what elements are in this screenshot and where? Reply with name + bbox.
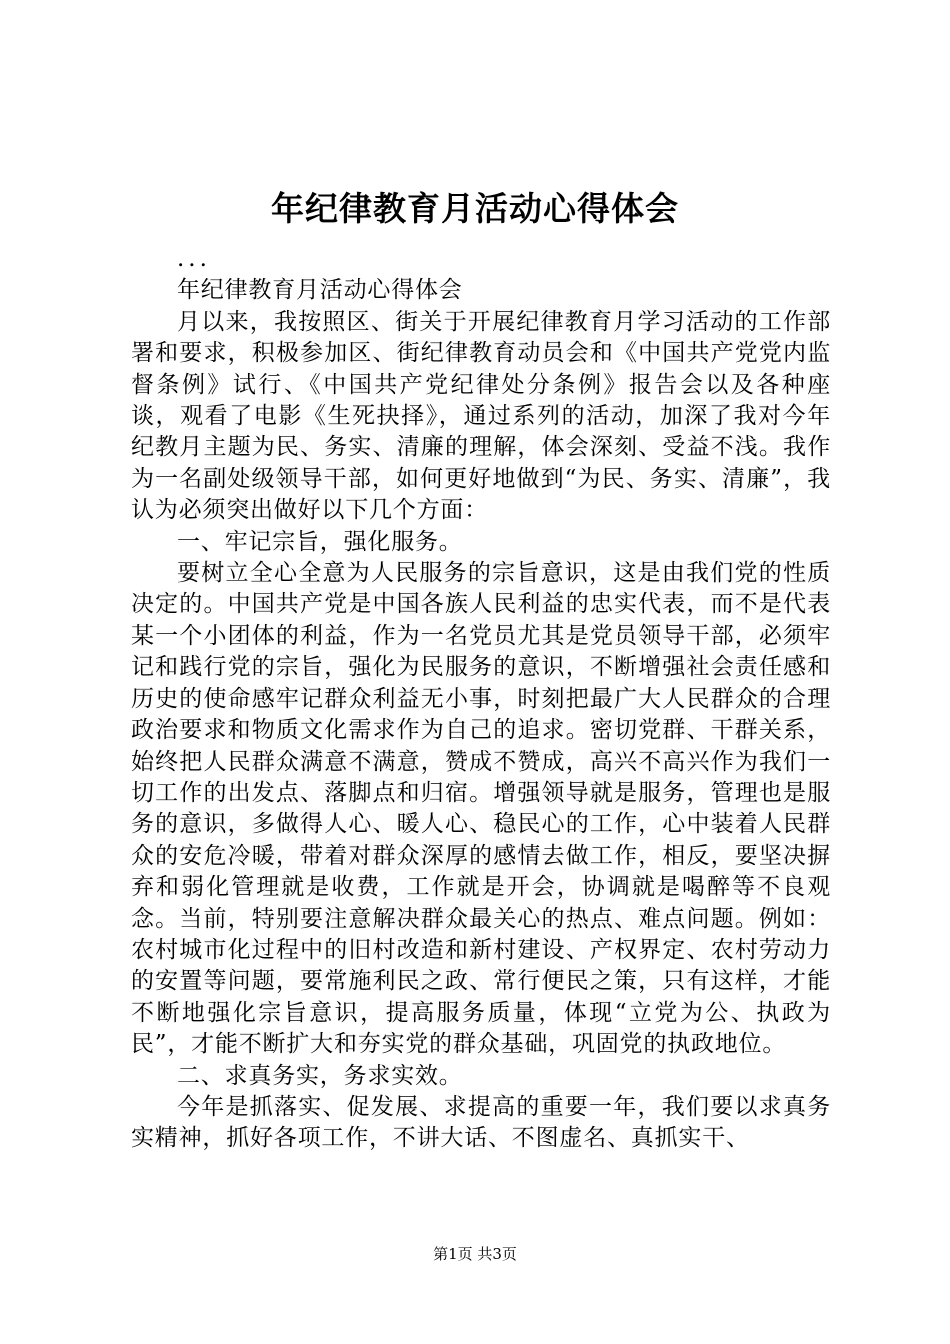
page-footer: 第1页 共3页 (433, 1245, 517, 1263)
section-2-paragraph: 今年是抓落实、促发展、求提高的重要一年，我们要以求真务实精神，抓好各项工作，不讲大话、不图虚名、真抓实干、 (131, 1093, 831, 1152)
intro-paragraph: 月以来，我按照区、街关于开展纪律教育月学习活动的工作部署和要求，积极参加区、街纪律教育动员会和《中国共产党党内监督条例》试行、《中国共产党纪律处分条例》报告会以及各种座谈，观看了电影《生死抉择》，通过系列的活动，加深了我对今年纪教月主题为民、务实、清廉的理解，体会深刻、受益不浅。我作为一名副处级领导干部，如何更好地做到“为民、务实、清廉”，我认为必须突出做好以下几个方面： (131, 308, 831, 524)
subtitle-paragraph: 年纪律教育月活动心得体会 (177, 277, 463, 304)
document-title: 年纪律教育月活动心得体会 (271, 189, 679, 228)
section-heading-1: 一、牢记宗旨，强化服务。 (177, 528, 463, 555)
section-1-paragraph: 要树立全心全意为人民服务的宗旨意识，这是由我们党的性质决定的。中国共产党是中国各族人民利益的忠实代表，而不是代表某一个小团体的利益，作为一名党员尤其是党员领导干部，必须牢记和践行党的宗旨，强化为民服务的意识，不断增强社会责任感和历史的使命感牢记群众利益无小事，时刻把最广大人民群众的合理政治要求和物质文化需求作为自己的追求。密切党群、干群关系，始终把人民群众满意不满意，赞成不赞成，高兴不高兴作为我们一切工作的出发点、落脚点和归宿。增强领导就是服务，管理也是服务的意识，多做得人心、暖人心、稳民心的工作，心中装着人民群众的安危冷暖，带着对群众深厚的感情去做工作，相反，要坚决摒弃和弱化管理就是收费，工作就是开会，协调就是喝醉等不良观念。当前，特别要注意解决群众最关心的热点、难点问题。例如：农村城市化过程中的旧村改造和新村建设、产权界定、农村劳动力的安置等问题，要常施利民之政、常行便民之策，只有这样，才能不断地强化宗旨意识，提高服务质量，体现“立党为公、执政为民”，才能不断扩大和夯实党的群众基础，巩固党的执政地位。 (131, 560, 831, 1058)
section-heading-2: 二、求真务实，务求实效。 (177, 1062, 463, 1089)
document-body (131, 244, 831, 1155)
ellipsis-line: ... (177, 246, 211, 272)
